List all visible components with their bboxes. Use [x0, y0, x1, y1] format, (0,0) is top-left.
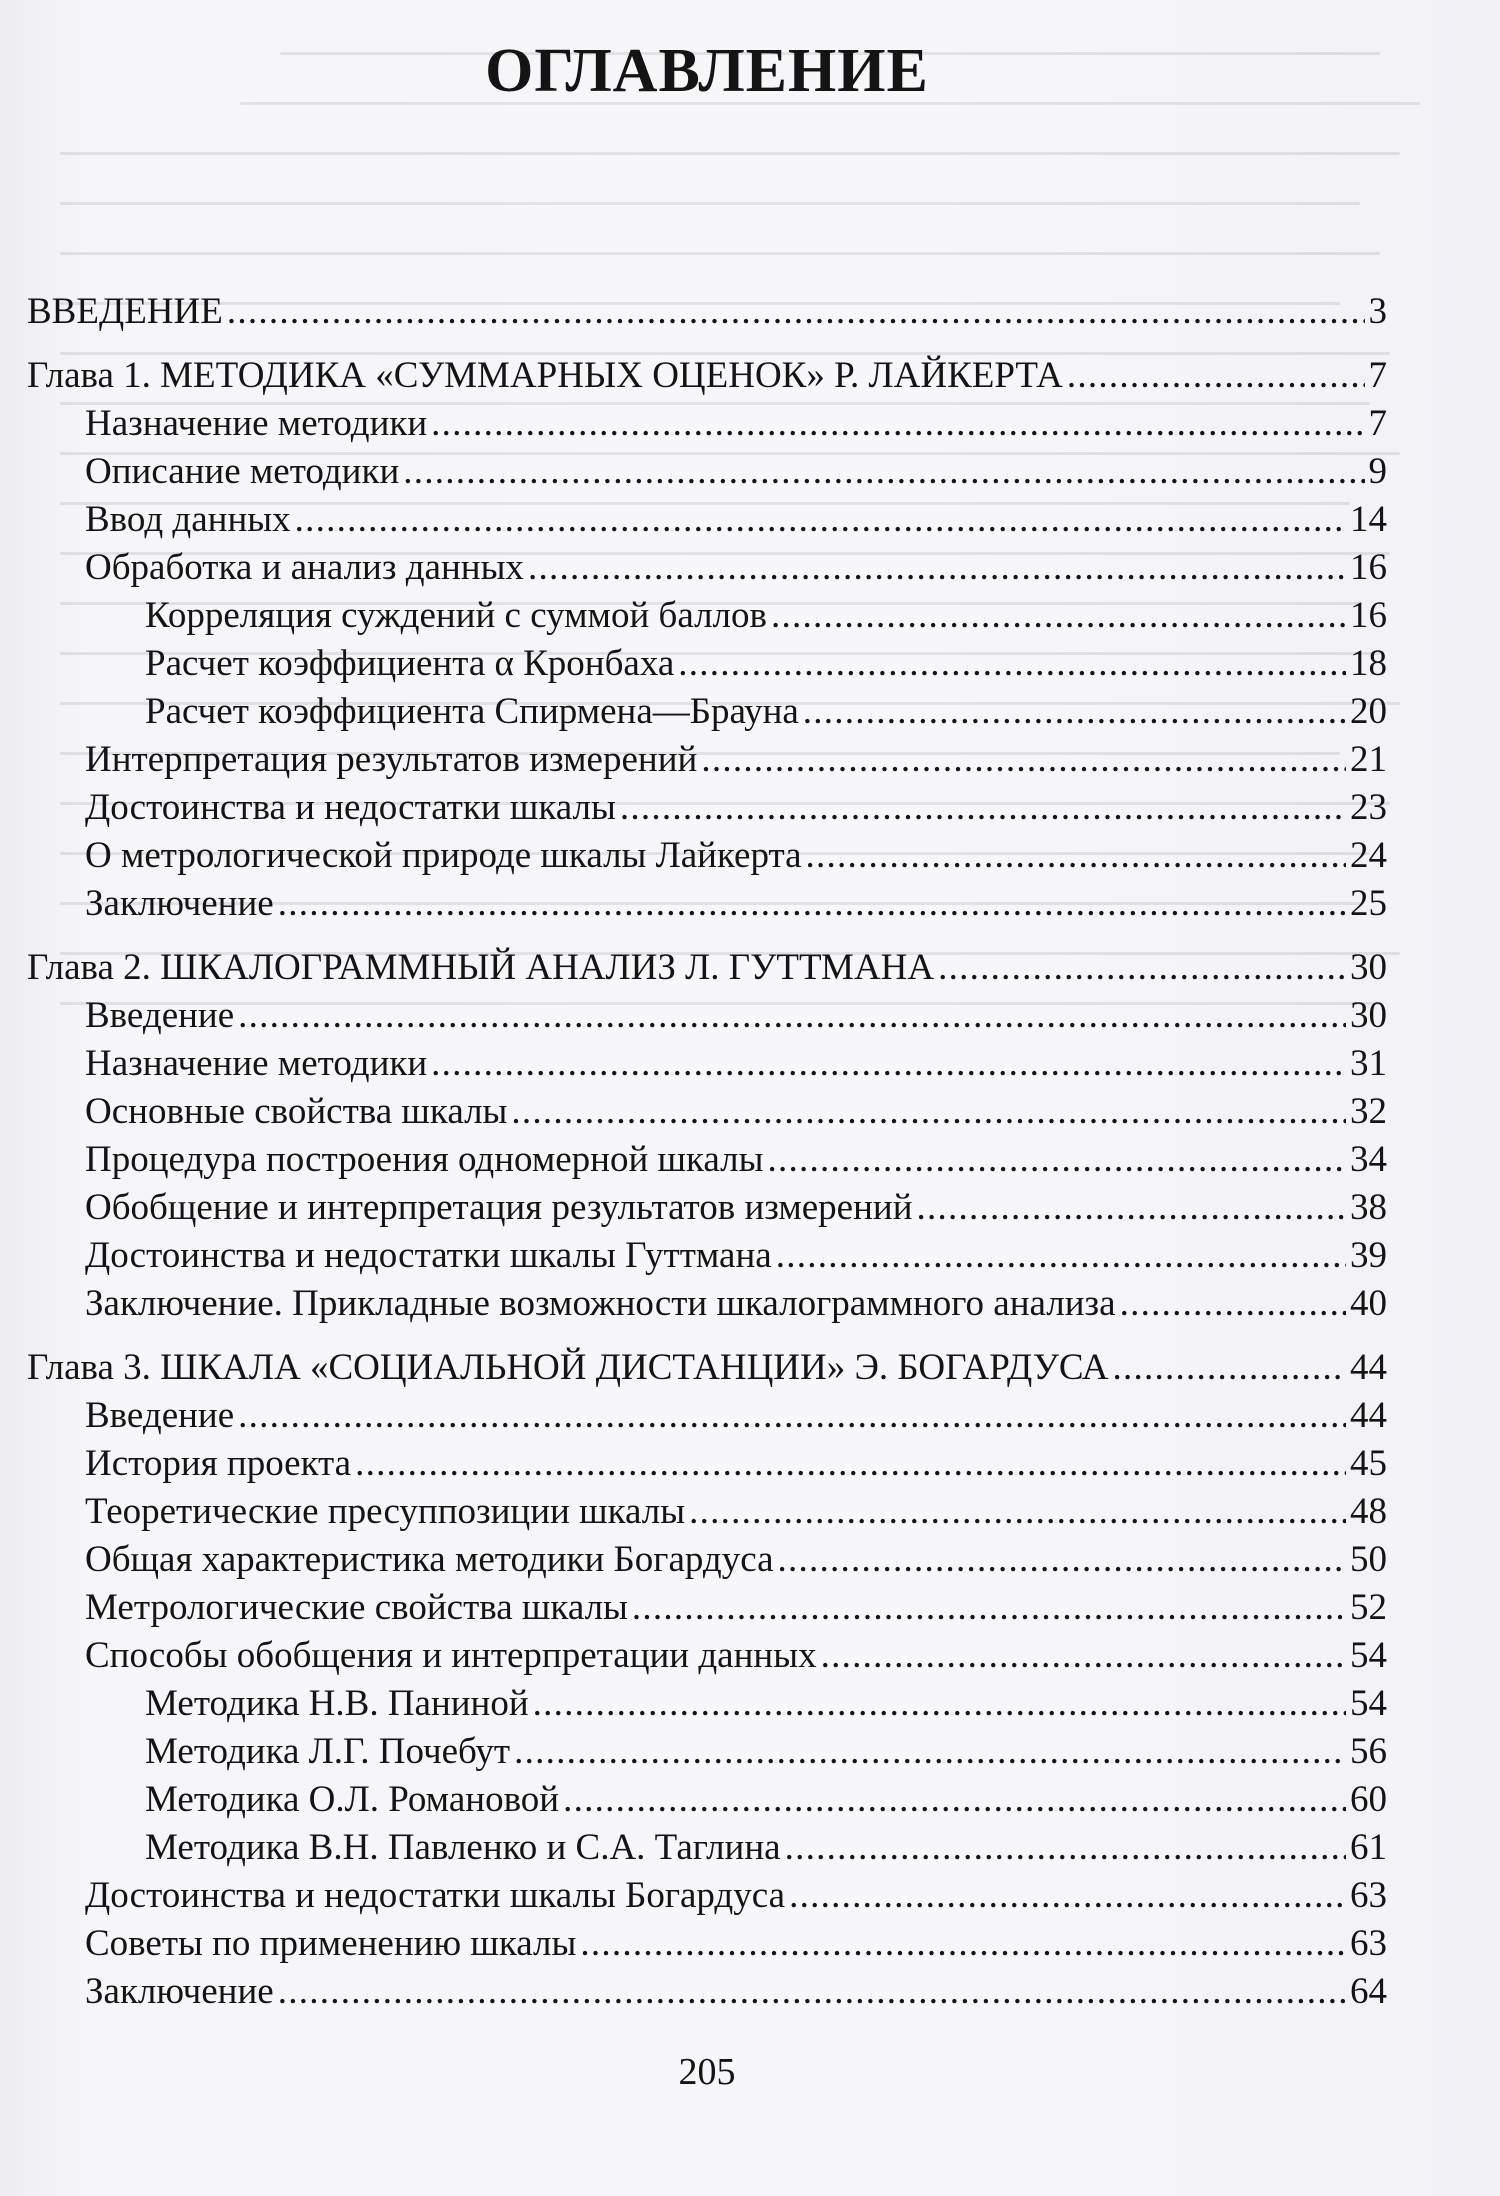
toc-entry-label: Заключение — [85, 1971, 274, 2012]
dot-leader — [431, 1040, 1346, 1088]
toc-entry[interactable] — [27, 944, 1387, 992]
toc-entry-label: ВВЕДЕНИЕ — [27, 291, 223, 332]
toc-page-number: 34 — [1350, 1139, 1387, 1180]
toc-entry[interactable] — [27, 832, 1387, 880]
toc-entry-label: Заключение — [85, 883, 274, 924]
dot-leader — [403, 448, 1364, 496]
toc-entry[interactable] — [27, 1184, 1387, 1232]
toc-entry[interactable] — [27, 688, 1387, 736]
toc-page-number: 18 — [1350, 643, 1387, 684]
table-of-contents — [27, 288, 1387, 2016]
toc-entry[interactable] — [27, 1728, 1387, 1776]
dot-leader — [278, 880, 1346, 928]
toc-entry-label: Основные свойства шкалы — [85, 1091, 508, 1132]
toc-page-number: 60 — [1350, 1779, 1387, 1820]
toc-page-number: 50 — [1350, 1539, 1387, 1580]
dot-leader — [514, 1728, 1346, 1776]
toc-entry[interactable] — [27, 496, 1387, 544]
dot-leader — [238, 1392, 1346, 1440]
toc-entry[interactable] — [27, 992, 1387, 1040]
dot-leader — [355, 1440, 1346, 1488]
toc-page-number: 32 — [1350, 1091, 1387, 1132]
dot-leader — [1112, 1344, 1346, 1392]
dot-leader — [689, 1488, 1346, 1536]
dot-leader — [771, 592, 1346, 640]
toc-entry-label: Ввод данных — [85, 499, 291, 540]
toc-entry-label: Советы по применению шкалы — [85, 1923, 577, 1964]
dot-leader — [620, 784, 1346, 832]
dot-leader — [238, 992, 1346, 1040]
toc-entry[interactable] — [27, 1040, 1387, 1088]
toc-entry-label: Процедура построения одномерной шкалы — [85, 1139, 764, 1180]
toc-entry-label: Общая характеристика методики Богардуса — [85, 1539, 774, 1580]
dot-leader — [511, 1088, 1346, 1136]
toc-page-number: 7 — [1368, 403, 1387, 444]
toc-entry-label: Глава 1. МЕТОДИКА «СУММАРНЫХ ОЦЕНОК» Р. ЛАЙКЕРТА — [27, 355, 1063, 396]
toc-page-number: 61 — [1350, 1827, 1387, 1868]
toc-entry[interactable] — [27, 1584, 1387, 1632]
toc-page-number: 30 — [1350, 995, 1387, 1036]
toc-entry[interactable] — [27, 400, 1387, 448]
toc-page-number: 24 — [1350, 835, 1387, 876]
toc-entry-label: Глава 2. ШКАЛОГРАММНЫЙ АНАЛИЗ Л. ГУТТМАНА — [27, 947, 935, 988]
dot-leader — [295, 496, 1346, 544]
toc-page-number: 44 — [1350, 1347, 1387, 1388]
dot-leader — [806, 832, 1346, 880]
toc-page-number: 38 — [1350, 1187, 1387, 1228]
toc-page-number: 14 — [1350, 499, 1387, 540]
dot-leader — [778, 1536, 1346, 1584]
toc-entry-label: Метрологические свойства шкалы — [85, 1587, 628, 1628]
toc-page-number: 25 — [1350, 883, 1387, 924]
toc-entry[interactable] — [27, 1920, 1387, 1968]
dot-leader — [938, 944, 1346, 992]
toc-page-number: 45 — [1350, 1443, 1387, 1484]
toc-page-number: 20 — [1350, 691, 1387, 732]
toc-entry[interactable] — [27, 1440, 1387, 1488]
toc-entry-label: Методика О.Л. Романовой — [145, 1779, 560, 1820]
dot-leader — [789, 1872, 1346, 1920]
dot-leader — [1067, 352, 1365, 400]
toc-page-number: 3 — [1368, 291, 1387, 332]
toc-entry[interactable] — [27, 544, 1387, 592]
toc-page-number: 56 — [1350, 1731, 1387, 1772]
toc-entry-label: Расчет коэффициента Спирмена—Брауна — [145, 691, 799, 732]
toc-entry-label: Назначение методики — [85, 1043, 428, 1084]
toc-entry[interactable] — [27, 784, 1387, 832]
toc-page-number: 23 — [1350, 787, 1387, 828]
toc-entry-label: Введение — [85, 1395, 235, 1436]
toc-entry-label: Заключение. Прикладные возможности шкалограммного анализа — [85, 1283, 1116, 1324]
toc-entry-label: Методика Н.В. Паниной — [145, 1683, 529, 1724]
dot-leader — [580, 1920, 1346, 1968]
dot-leader — [533, 1680, 1346, 1728]
toc-entry-label: Обработка и анализ данных — [85, 547, 524, 588]
toc-page-number: 9 — [1368, 451, 1387, 492]
dot-leader — [632, 1584, 1346, 1632]
toc-entry[interactable] — [27, 1088, 1387, 1136]
toc-page-number: 39 — [1350, 1235, 1387, 1276]
toc-entry[interactable] — [27, 640, 1387, 688]
toc-entry[interactable] — [27, 880, 1387, 928]
toc-entry[interactable] — [27, 288, 1387, 336]
dot-leader — [821, 1632, 1346, 1680]
toc-entry[interactable] — [27, 1344, 1387, 1392]
toc-entry-label: Интерпретация результатов измерений — [85, 739, 698, 780]
toc-entry-label: О метрологической природе шкалы Лайкерта — [85, 835, 802, 876]
toc-entry-label: Расчет коэффициента α Кронбаха — [145, 643, 675, 684]
toc-page-number: 54 — [1350, 1683, 1387, 1724]
toc-entry[interactable] — [27, 1824, 1387, 1872]
toc-entry-label: История проекта — [85, 1443, 352, 1484]
dot-leader — [803, 688, 1346, 736]
toc-page-number: 30 — [1350, 947, 1387, 988]
toc-entry-label: Достоинства и недостатки шкалы Гуттмана — [85, 1235, 772, 1276]
dot-leader — [785, 1824, 1346, 1872]
toc-page-number: 40 — [1350, 1283, 1387, 1324]
dot-leader — [227, 288, 1365, 336]
toc-page-number: 63 — [1350, 1875, 1387, 1916]
toc-entry-label: Введение — [85, 995, 235, 1036]
dot-leader — [678, 640, 1346, 688]
toc-entry[interactable] — [27, 1872, 1387, 1920]
toc-page-number: 64 — [1350, 1971, 1387, 2012]
page-number: 205 — [678, 2051, 736, 2093]
dot-leader — [431, 400, 1364, 448]
toc-entry-label: Достоинства и недостатки шкалы Богардуса — [85, 1875, 786, 1916]
toc-entry-label: Методика Л.Г. Почебут — [145, 1731, 511, 1772]
toc-entry-label: Методика В.Н. Павленко и С.А. Таглина — [145, 1827, 781, 1868]
toc-entry[interactable] — [27, 1776, 1387, 1824]
dot-leader — [1120, 1280, 1346, 1328]
toc-entry[interactable] — [27, 1280, 1387, 1328]
toc-entry-label: Назначение методики — [85, 403, 428, 444]
toc-page-number: 44 — [1350, 1395, 1387, 1436]
toc-entry-label: Способы обобщения и интерпретации данных — [85, 1635, 817, 1676]
toc-entry[interactable] — [27, 592, 1387, 640]
toc-entry[interactable] — [27, 1968, 1387, 2016]
toc-entry[interactable] — [27, 1488, 1387, 1536]
dot-leader — [563, 1776, 1346, 1824]
toc-entry[interactable] — [27, 736, 1387, 784]
dot-leader — [528, 544, 1346, 592]
dot-leader — [278, 1968, 1346, 2016]
toc-page-number: 16 — [1350, 595, 1387, 636]
toc-page-number: 63 — [1350, 1923, 1387, 1964]
toc-entry-label: Достоинства и недостатки шкалы — [85, 787, 616, 828]
toc-entry-label: Корреляция суждений с суммой баллов — [145, 595, 767, 636]
page-title: ОГЛАВЛЕНИЕ — [485, 37, 929, 105]
toc-page-number: 54 — [1350, 1635, 1387, 1676]
dot-leader — [767, 1136, 1346, 1184]
toc-entry[interactable] — [27, 448, 1387, 496]
dot-leader — [701, 736, 1346, 784]
toc-page-number: 7 — [1368, 355, 1387, 396]
toc-entry-label: Теоретические пресуппозиции шкалы — [85, 1491, 686, 1532]
toc-entry[interactable] — [27, 1392, 1387, 1440]
toc-entry[interactable] — [27, 1680, 1387, 1728]
toc-entry[interactable] — [27, 352, 1387, 400]
toc-entry[interactable] — [27, 1632, 1387, 1680]
toc-entry-label: Описание методики — [85, 451, 400, 492]
toc-page-number: 48 — [1350, 1491, 1387, 1532]
toc-page-number: 31 — [1350, 1043, 1387, 1084]
toc-entry[interactable] — [27, 1536, 1387, 1584]
toc-entry[interactable] — [27, 1232, 1387, 1280]
toc-entry-label: Обобщение и интерпретация результатов измерений — [85, 1187, 913, 1228]
toc-page-number: 16 — [1350, 547, 1387, 588]
dot-leader — [917, 1184, 1347, 1232]
toc-entry-label: Глава 3. ШКАЛА «СОЦИАЛЬНОЙ ДИСТАНЦИИ» Э. БОГАРДУСА — [27, 1347, 1109, 1388]
toc-page-number: 52 — [1350, 1587, 1387, 1628]
dot-leader — [776, 1232, 1346, 1280]
toc-entry[interactable] — [27, 1136, 1387, 1184]
toc-page-number: 21 — [1350, 739, 1387, 780]
